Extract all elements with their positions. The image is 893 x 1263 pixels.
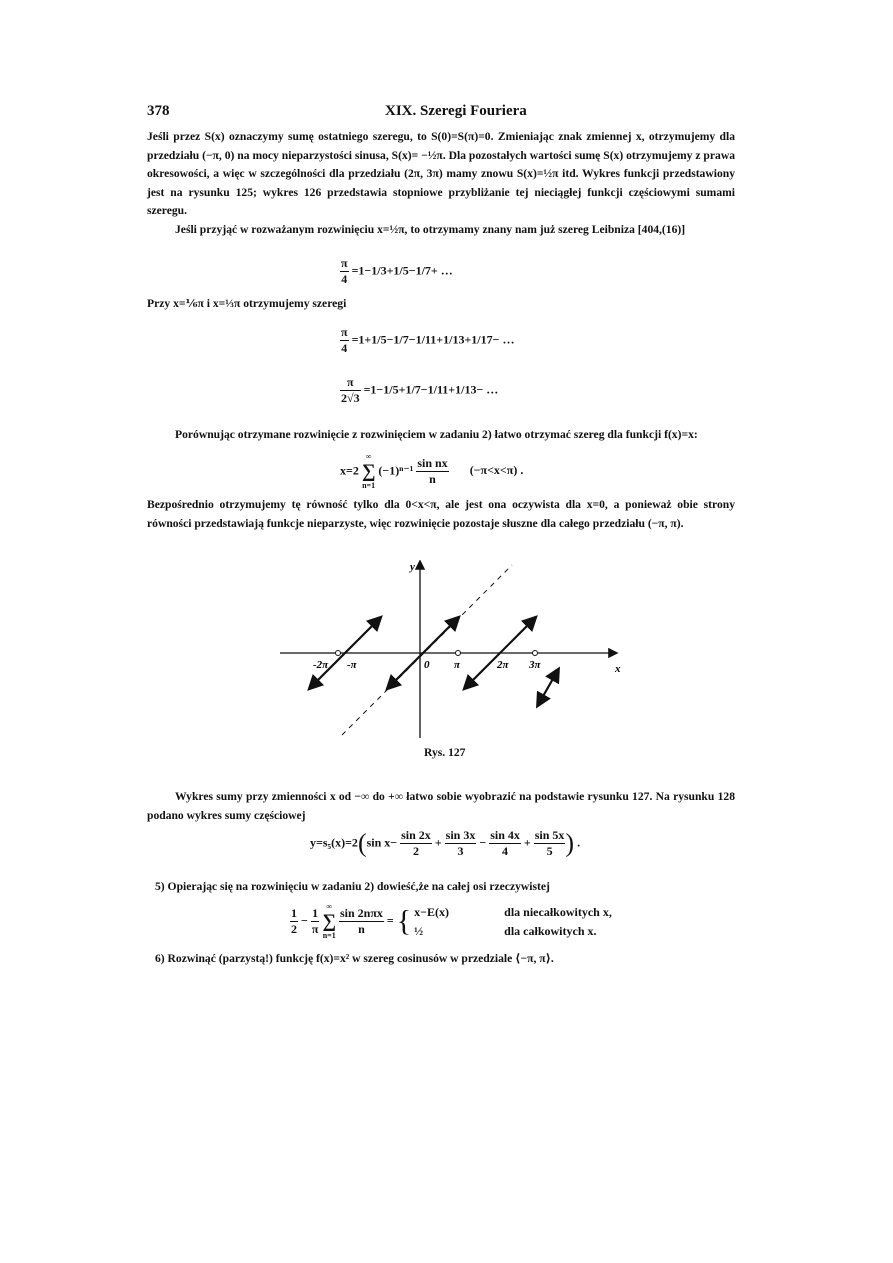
tick-label: 2π — [497, 659, 509, 671]
fx-frac-den: n — [429, 472, 436, 486]
e5-case1-expr: x−E(x) — [414, 904, 449, 919]
point-marker — [533, 651, 538, 656]
term-den: 4 — [502, 844, 509, 858]
wykres-paragraph: Wykres sumy przy zmienności x od −∞ do +∞ łatwo sobie wyobrazić na podstawie rysunku 127. Na rysunku 128 podano wykres sumy częściowej — [147, 790, 735, 822]
term-op: + — [523, 835, 531, 850]
intro-paragraph-2: Jeśli przyjąć w rozważanym rozwinięciu x=½π, to otrzymamy znany nam już szereg Leibniza [404,(16)] — [175, 222, 686, 236]
partial-sum-term — [534, 828, 566, 859]
e5-sum-bottom: n=1 — [322, 931, 336, 940]
tick-label: π — [454, 659, 461, 671]
term-num: sin 2x — [401, 828, 431, 842]
tick-label: -2π — [313, 659, 329, 671]
term-den: 5 — [546, 844, 553, 858]
sigma-symbol: ∑ — [322, 911, 336, 932]
exercise-5-formula: $\frac{1}{2}$ − $\frac{1}{\pi}$ ∞ ∑ n=1 $\frac{\text{sin 2nπx}}{n}$ = { x−E(x) dla niecałkowitych x, ½ dla całkowitych x. — [291, 902, 612, 940]
tick-label: 3π — [529, 659, 541, 671]
leibniz-lhs-fraction — [340, 256, 349, 287]
e5-sum-top: ∞ — [326, 902, 333, 911]
series2-rhs: =1−1/5+1/7−1/11+1/13− … — [363, 382, 499, 397]
e5-case-2 — [414, 922, 612, 941]
tick-label: 0 — [424, 659, 430, 671]
series1-lhs-fraction — [340, 325, 349, 356]
term-op: − — [479, 835, 487, 850]
sawtooth-segment — [538, 670, 558, 705]
fx-sum-sign — [362, 452, 376, 491]
figure-caption: Rys. 127 — [424, 746, 466, 759]
e5-f3-den: n — [358, 922, 365, 936]
leibniz-series — [340, 256, 453, 287]
running-title: XIX. Szeregi Fouriera — [385, 103, 527, 119]
e5-case2-expr: ½ — [414, 923, 424, 938]
series1-lhs-den: 4 — [341, 341, 348, 355]
term-num: sin 4x — [490, 828, 520, 842]
e5-f2-den: π — [311, 922, 319, 936]
term-num: sin 5x — [534, 828, 565, 842]
identity-dashed-line — [342, 565, 512, 735]
exercise-5-text: 5) Opierając się na rozwinięciu w zadaniu 2) dowieść,że na całej osi rzeczywistej — [155, 880, 550, 893]
point-marker — [336, 651, 341, 656]
e5-case1-cond: dla niecałkowitych x, — [504, 904, 612, 919]
fx-frac-num: sin nx — [417, 456, 448, 470]
e5-frac-1 — [290, 906, 298, 937]
partial-sum-lhs: y=s₅(x)=2 — [310, 835, 358, 850]
sigma-symbol: ∑ — [361, 461, 376, 482]
partial-sum-first: sin x− — [366, 835, 398, 850]
fx-sum-bottom: n=1 — [362, 481, 376, 490]
intro-paragraph-1: Jeśli przez S(x) oznaczymy sumę ostatniego szeregu, to S(0)=S(π)=0. Zmieniając znak zmiennej x, otrzymujemy dla przedziału (−π, 0) na mocy nieparzystości sinusa, S(x)= −½π. Dla pozostałych wartości sumę S(x) otrzymujemy z prawa okresowości, a więc w szczególności dla przedziału (2π, 3π) mamy znowu S(x)=½π itd. Wykres funkcji przedstawiony jest na rysunku 125; wykres 126 przedstawia stopniowe przybliżanie tej nieciągłej funkcji częściowymi sumami szeregu. — [147, 130, 735, 218]
fx-lhs: x=2 — [340, 463, 359, 478]
fx-term: (−1)ⁿ⁻¹ — [378, 463, 414, 478]
e5-case-1 — [414, 903, 612, 922]
e5-cases — [414, 903, 612, 941]
partial-sum-term — [489, 828, 521, 859]
right-paren: ) — [565, 828, 575, 858]
leibniz-rhs: =1−1/3+1/5−1/7+ … — [351, 263, 453, 278]
term-den: 2 — [412, 844, 419, 858]
e5-f1-num: 1 — [291, 906, 297, 920]
e5-case2-cond: dla całkowitych x. — [504, 923, 597, 938]
fx-range: (−π<x<π) . — [469, 463, 524, 478]
term-den: 3 — [457, 844, 464, 858]
exercise-6-text: 6) Rozwinąć (parzystą!) funkcję f(x)=x² w szereg cosinusów w przedziale ⟨−π, π⟩. — [155, 952, 554, 965]
leibniz-lhs-num: π — [341, 256, 348, 270]
left-brace: { — [396, 904, 412, 938]
e5-f1-den: 2 — [291, 922, 297, 936]
series2-lhs-num: π — [340, 375, 361, 391]
intro-block — [147, 128, 735, 240]
series-one — [340, 325, 514, 356]
e5-f2-num: 1 — [312, 906, 319, 920]
e5-sum-sign — [322, 902, 336, 941]
tick-label: -π — [347, 659, 357, 671]
series1-lhs-num: π — [341, 325, 348, 339]
series-two — [340, 375, 498, 406]
e5-f3-num: sin 2nπx — [339, 906, 383, 920]
point-marker — [456, 651, 461, 656]
partial-sum-term — [445, 828, 477, 859]
fx-series-formula — [340, 452, 523, 491]
term-num: sin 3x — [445, 828, 476, 842]
series1-rhs: =1+1/5−1/7−1/11+1/13+1/17− … — [351, 332, 515, 347]
fx-fraction — [416, 456, 448, 487]
x-axis-label: x — [615, 663, 621, 675]
e5-frac-2 — [311, 906, 320, 937]
left-paren: ( — [357, 828, 367, 858]
leibniz-lhs-den: 4 — [341, 272, 348, 286]
partial-sum-term — [400, 828, 432, 859]
y-axis-label: y — [410, 561, 415, 573]
e5-frac-3 — [339, 906, 384, 937]
series2-lhs-fraction — [340, 375, 361, 406]
page-number: 378 — [147, 103, 170, 119]
przy-text: Przy x=⅙π i x=⅓π otrzymujemy szeregi — [147, 297, 347, 310]
fx-sum-top: ∞ — [365, 452, 372, 461]
bezposrednio-paragraph: Bezpośrednio otrzymujemy tę równość tylko dla 0<x<π, ale jest ona oczywista dla x=0, a ponieważ obie strony równości przedstawiają funkcje nieparzyste, więc rozwinięcie pozostaje słuszne dla całego przedziału (−π, π). — [147, 498, 735, 530]
porownujac-paragraph: Porównując otrzymane rozwinięcie z rozwinięciem w zadaniu 2) łatwo otrzymać szereg dla funkcji f(x)=x: — [175, 428, 698, 441]
series2-lhs-den: 2√3 — [341, 391, 360, 405]
partial-sum-formula: y=s₅(x)=2(sin x− $\frac{\sin 2x}{2}$ + $\frac{\sin 3x}{3}$ − $\frac{\sin 4x}{4}$ + $\frac{\sin 5x}{5}$ ) . — [310, 828, 581, 858]
sawtooth-figure — [280, 560, 640, 740]
term-op: + — [434, 835, 442, 850]
